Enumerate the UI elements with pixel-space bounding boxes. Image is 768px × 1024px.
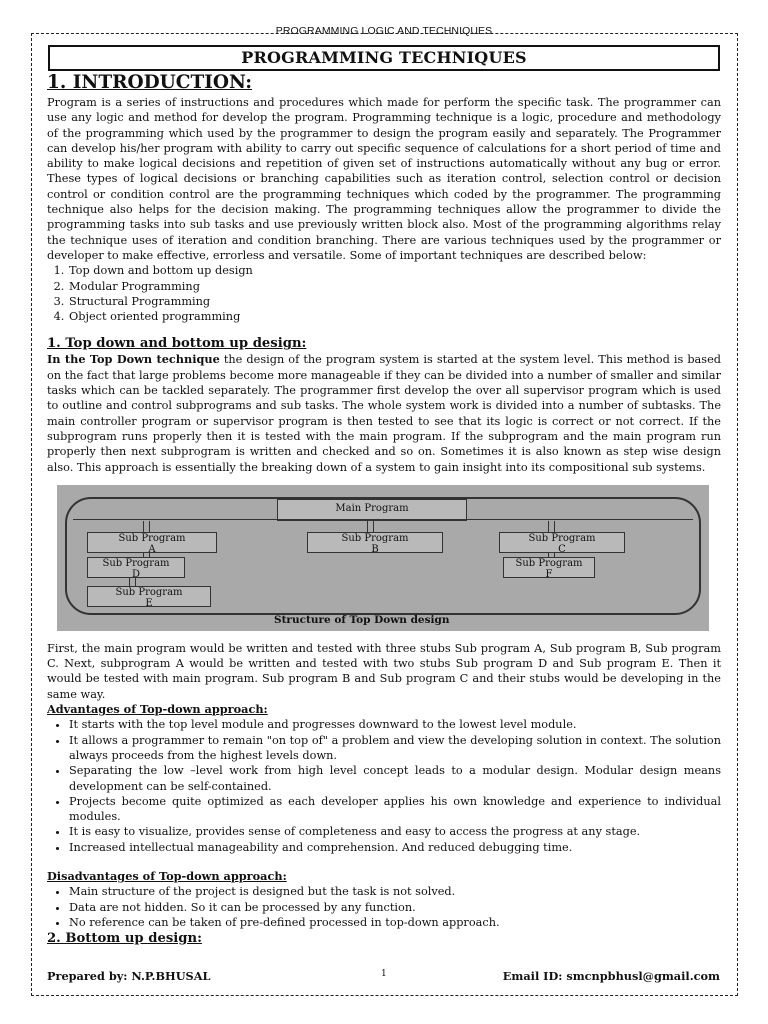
list-item: • No reference can be taken of pre-defined processed in top-down approach. <box>69 915 721 930</box>
sub-program-a-node: Sub Program A <box>87 532 217 553</box>
advantages-heading: Advantages of Top-down approach: <box>47 702 268 717</box>
list-item: • It starts with the top level module and progresses downward to the lowest level module. <box>69 717 721 732</box>
document-body <box>47 71 721 947</box>
list-item: 4. Object oriented programming <box>68 309 721 324</box>
page-title: PROGRAMMING TECHNIQUES <box>48 45 720 71</box>
section1-paragraph <box>47 352 721 474</box>
lead-rest: the design of the program system is started at the system level. This method is based on the fact that large problems become more manageable if they can be divided into a number of smaller and similar tasks which can be tackled separately. The programmer first develop the over all supervisor program which is used to outline and control subprograms and sub tasks. The whole system work is divided into a number of subtasks. The main controller program or supervisor program is then tested to see that its logic is correct or not correct. If the subprogram runs properly then it is tested with the main program. If the subprogram and the main program run properly then next subprogram is written and checked and so on. Sometimes it is also known as step wise design also. This approach is essentially the breaking down of a system to gain insight into its compositional sub systems. <box>47 353 722 474</box>
sub-program-c-node: Sub Program C <box>499 532 625 553</box>
list-item: 2. Modular Programming <box>68 279 721 294</box>
disadvantages-heading: Disadvantages of Top-down approach: <box>47 868 287 883</box>
diagram-frame <box>65 497 701 615</box>
arrow-icon <box>129 578 136 586</box>
section1-heading: 1. Top down and bottom up design: <box>47 336 307 352</box>
intro-paragraph: Program is a series of instructions and procedures which made for perform the specific task. The programmer can use any logic and method for develop the program. Programming technique is a logic, procedure and methodology of the programming which used by the programmer to design the program easily and separately. The Programmer can develop his/her program with ability to carry out specific sequence of calculations for a short period of time and ability to make logical decisions and repetition of given set of instructions automatically without any bug or error. These types of logical decisions or branching capabilities such as iteration control, selection control or decision control or condition control are the programming techniques which coded by the programmer. The programming technique also helps for the decision making. The programming techniques allow the programmer to divide the programming tasks into sub tasks and use previously written block also. Most of the programming algorithms relay the technique uses of iteration and condition branching. There are various techniques used by the programmer or developer to make effective, errorless and versatile. Some of important techniques are described below: <box>47 96 721 262</box>
page-number: 1 <box>381 969 387 979</box>
main-program-node: Main Program <box>277 499 467 521</box>
disadvantages-list <box>47 884 721 930</box>
lead-bold: In the Top Down technique <box>47 352 220 367</box>
sub-program-f-node: Sub Program F <box>503 557 595 578</box>
sub-program-d-node: Sub Program D <box>87 557 185 578</box>
sub-program-e-node: Sub Program E <box>87 586 211 607</box>
list-item: • Main structure of the project is designed but the task is not solved. <box>69 884 721 899</box>
list-item: • It is easy to visualize, provides sense of completeness and easy to access the progress at any stage. <box>69 824 721 839</box>
advantages-list <box>47 717 721 855</box>
connector-line <box>73 519 693 521</box>
list-item: 1. Top down and bottom up design <box>68 263 721 278</box>
intro-heading: 1. INTRODUCTION: <box>47 72 253 93</box>
list-item: • Separating the low –level work from high level concept leads to a modular design. Modular design means development can be self-contained. <box>69 763 721 794</box>
footer-email: Email ID: smcnpbhusl@gmail.com <box>502 969 720 983</box>
section2-heading: 2. Bottom up design: <box>47 931 202 947</box>
list-item: • Increased intellectual manageability and comprehension. And reduced debugging time. <box>69 840 721 855</box>
arrow-icon <box>367 521 374 532</box>
list-item: • Data are not hidden. So it can be processed by any function. <box>69 900 721 915</box>
figure-caption: Structure of Top Down design <box>274 613 450 626</box>
arrow-icon <box>548 521 555 532</box>
running-header: PROGRAMMING LOGIC AND TECHNIQUES <box>275 25 493 37</box>
list-item: • It allows a programmer to remain "on top of" a problem and view the developing solution in context. The solution always proceeds from the highest levels down. <box>69 733 721 764</box>
techniques-list <box>47 263 721 324</box>
list-item: 3. Structural Programming <box>68 294 721 309</box>
arrow-icon <box>143 521 150 532</box>
footer-author: Prepared by: N.P.BHUSAL <box>47 969 211 983</box>
after-figure-paragraph: First, the main program would be written and tested with three stubs Sub program A, Sub program B, Sub program C. Next, subprogram A would be written and tested with two stubs Sub program D and Sub program E. Then it would be tested with main program. Sub program B and Sub program C and their stubs would be developing in the same way. <box>47 641 721 701</box>
top-down-diagram <box>57 485 709 631</box>
list-item: • Projects become quite optimized as each developer applies his own knowledge and experience to individual modules. <box>69 794 721 825</box>
sub-program-b-node: Sub Program B <box>307 532 443 553</box>
